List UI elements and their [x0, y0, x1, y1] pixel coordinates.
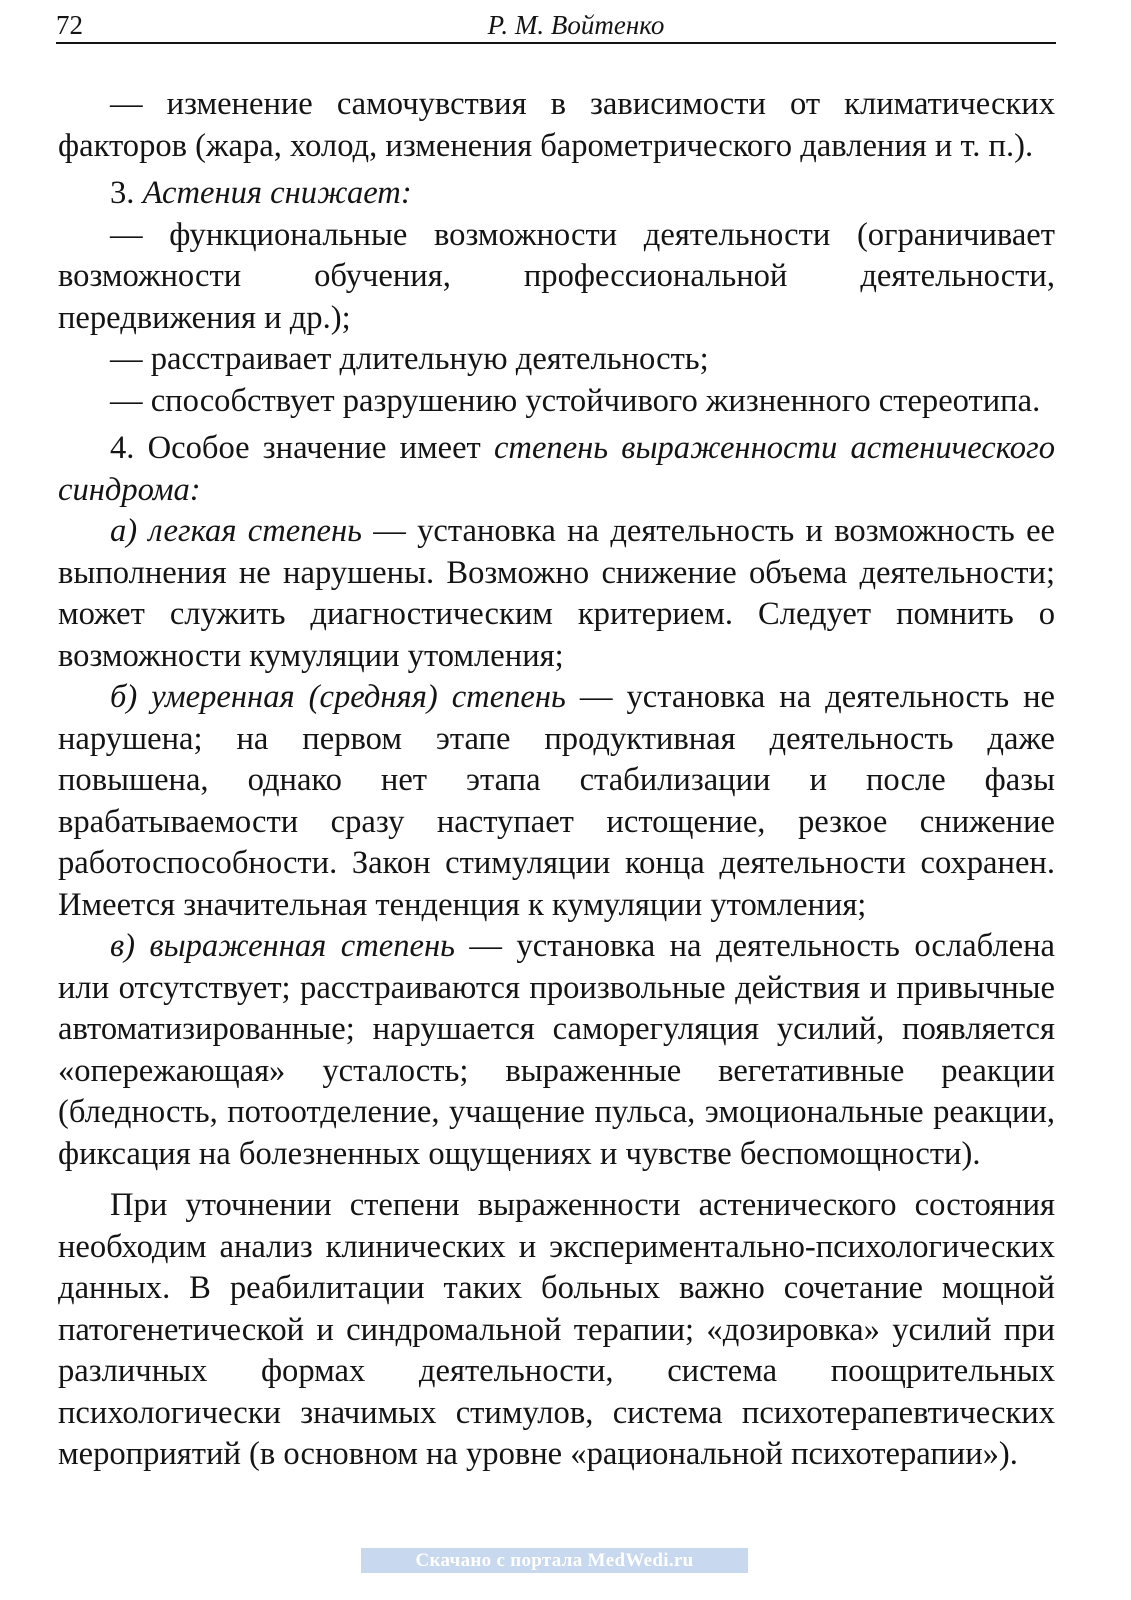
- italic-term: а) легкая степень: [110, 513, 362, 549]
- italic-heading: Астения снижает:: [142, 175, 412, 211]
- paragraph: — функциональные возможности деятельности (ограничивает возможности обучения, профессиональной деятельности, передвижения и др.);: [58, 216, 1055, 336]
- paragraph-heading-4: [58, 428, 1055, 511]
- running-head: Р. М. Войтенко: [487, 10, 665, 40]
- paragraph-item-v: [58, 926, 1055, 1175]
- list-number: 3.: [110, 175, 135, 211]
- italic-term: в) выраженная степень: [110, 928, 455, 964]
- paragraph: — изменение самочувствия в зависимости от климатических факторов (жара, холод, изменения барометрического давления и т. п.).: [58, 86, 1055, 164]
- paragraph-item-b: [58, 677, 1055, 926]
- body-text: [58, 84, 1055, 1476]
- paragraph-heading-3: [58, 173, 1055, 215]
- paragraph: При уточнении степени выраженности астенического состояния необходим анализ клинических и экспериментально-психологических данных. В реабилитации таких больных важно сочетание мощной патогенетической и синдромальной терапии; «дозировка» усилий при различных формах деятельности, система поощрительных психологически значимых стимулов, система психотерапевтических мероприятий (в основном на уровне «рациональной психотерапии»).: [58, 1187, 1055, 1472]
- paragraph: — расстраивает длительную деятельность;: [110, 341, 709, 377]
- paragraph: — способствует разрушению устойчивого жизненного стереотипа.: [110, 382, 1041, 419]
- paragraph-item-a: [58, 511, 1055, 677]
- watermark: Скачано с портала MedWedi.ru: [361, 1548, 748, 1573]
- paragraph-text: — установка на деятельность ослаблена или отсутствует; расстраиваются произвольные действия и привычные автоматизированные; нарушается саморегуляция усилий, появляется «опережающая» усталость; выраженные вегетативные реакции (бледность, потоотделение, учащение пульса, эмоциональные реакции, фиксация на болезненных ощущениях и чувстве беспомощности).: [58, 928, 1055, 1172]
- paragraph-text: — установка на деятельность не нарушена; на первом этапе продуктивная деятельность даже повышена, однако нет этапа стабилизации и после фазы врабатываемости сразу наступает истощение, резкое снижение работоспособности. Закон стимуляции конца деятельности сохранен. Имеется значительная тенденция к кумуляции утомления;: [58, 679, 1055, 923]
- italic-term: б) умеренная (средняя) степень: [110, 679, 566, 715]
- italic-term: степень выраженности астенического синдрома:: [58, 430, 1055, 508]
- paragraph-lead: 4. Особое значение имеет: [110, 430, 481, 466]
- page-header: [56, 6, 1056, 44]
- paragraph-text: — установка на деятельность и возможность ее выполнения не нарушены. Возможно снижение объема деятельности; может служить диагностическим критерием. Следует помнить о возможности кумуляции утомления;: [58, 513, 1055, 674]
- page-number: 72: [56, 10, 83, 40]
